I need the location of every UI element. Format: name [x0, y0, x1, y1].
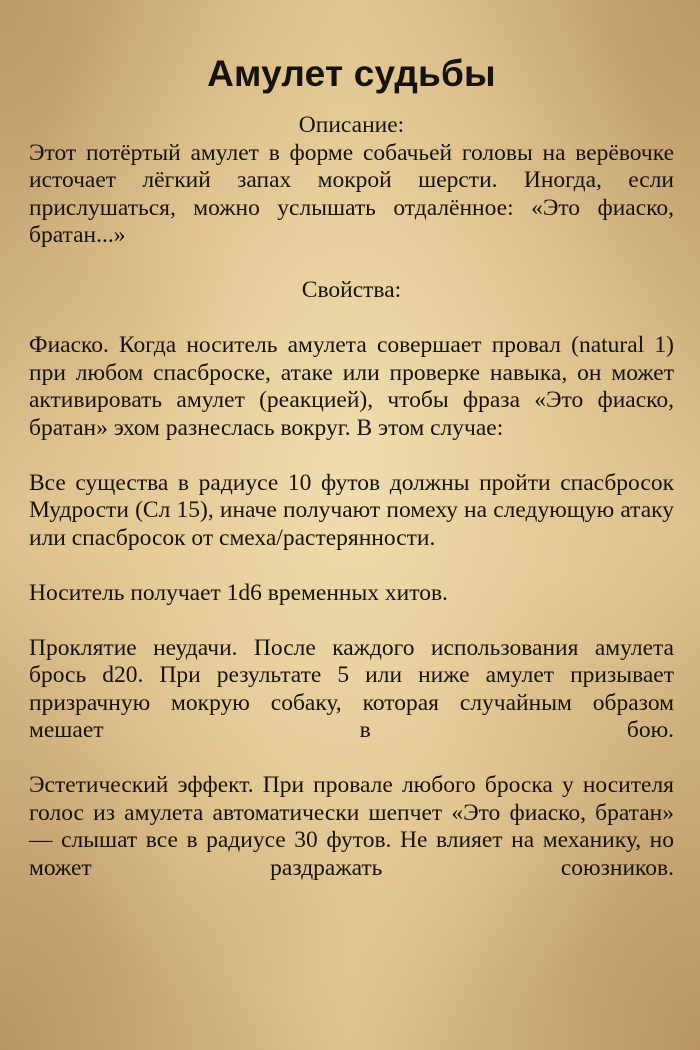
aesthetic-paragraph: Эстетический эффект. При провале любого броска у носителя голос из амулета автоматически шепчет «Это фиаско, братан» — слышат все в радиусе 30 футов. Не влияет на механику, но может раздражать союзников.	[29, 772, 674, 881]
temp-hp-paragraph: Носитель получает 1d6 временных хитов.	[29, 579, 448, 606]
amulet-card	[29, 48, 674, 882]
spacer	[29, 305, 674, 333]
description-label: Описание:	[298, 112, 405, 138]
fiasco-paragraph: Фиаско. Когда носитель амулета совершает провал (natural 1) при любом спасброске, атаке или проверке навыка, он может активировать амулет (реакцией), чтобы фраза «Это фиаско, братан» эхом разнеслась вокруг. В этом случае:	[29, 332, 674, 441]
spacer	[29, 250, 674, 278]
spacer	[29, 442, 674, 470]
creatures-paragraph: Все существа в радиусе 10 футов должны пройти спасбросок Мудрости (Сл 15), иначе получают помеху на следующую атаку или спасбросок от смеха/растерянности.	[29, 469, 674, 551]
page-title: Амулет судьбы	[207, 53, 496, 94]
description-text: Этот потёртый амулет в форме собачьей головы на верёвочке источает лёгкий запах мокрой шерсти. Иногда, если прислушаться, можно услышать отдалённое: «Это фиаско, братан...»	[29, 139, 674, 248]
properties-label: Свойства:	[301, 277, 402, 303]
curse-paragraph: Проклятие неудачи. После каждого использования амулета брось d20. При результате 5 или ниже амулет призывает призрачную мокрую собаку, которая случайным образом мешает в бою.	[29, 634, 674, 743]
spacer	[29, 745, 674, 773]
spacer	[29, 607, 674, 635]
spacer	[29, 552, 674, 580]
